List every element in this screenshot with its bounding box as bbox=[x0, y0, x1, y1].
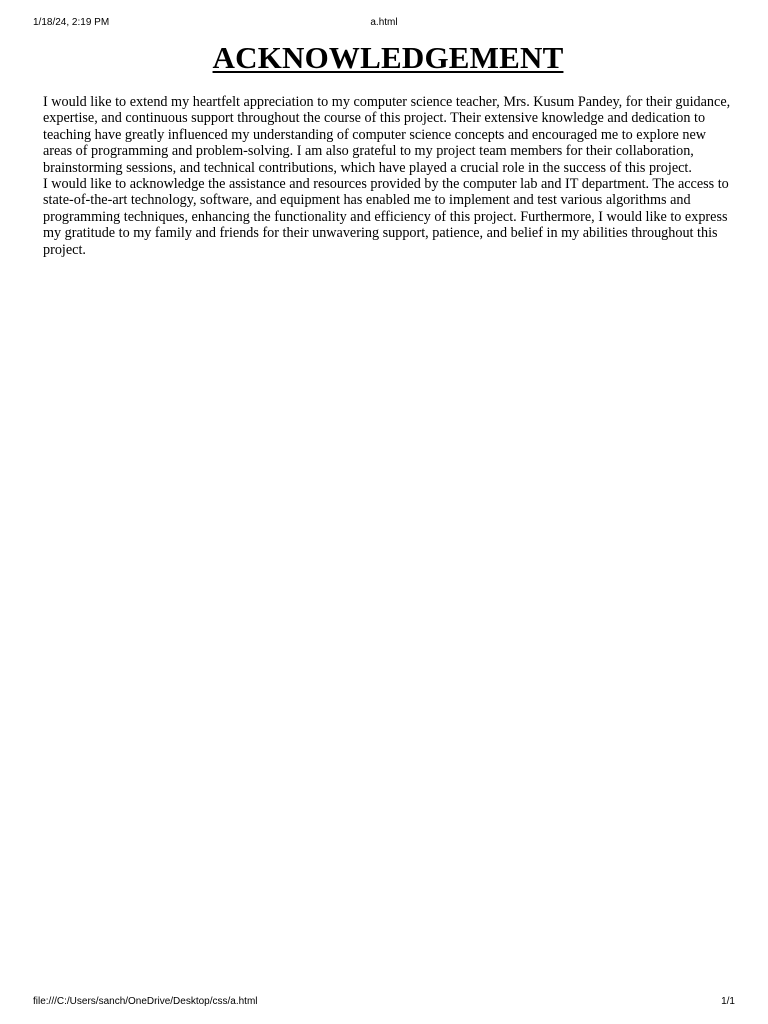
paragraph: I would like to acknowledge the assistance and resources provided by the computer lab and IT department. The access to state-of-the-art technology, software, and equipment has enabled me to implement and test various algorithms and programming techniques, enhancing the functionality and efficiency of this project. Furthermore, I would like to express my gratitude to my family and friends for their unwavering support, patience, and belief in my abilities throughout this project. bbox=[43, 176, 729, 258]
document-heading: ACKNOWLEDGEMENT bbox=[212, 40, 564, 75]
print-url: file:///C:/Users/sanch/OneDrive/Desktop/css/a.html bbox=[33, 996, 258, 1007]
print-date: 1/18/24, 2:19 PM bbox=[33, 17, 110, 28]
print-footer bbox=[0, 996, 768, 1010]
document-body bbox=[43, 40, 733, 258]
print-page-title: a.html bbox=[370, 17, 398, 28]
print-header bbox=[0, 17, 768, 31]
print-page-number: 1/1 bbox=[721, 996, 735, 1007]
paragraph: I would like to extend my heartfelt appreciation to my computer science teacher, Mrs. Kusum Pandey, for their guidance, expertise, and continuous support throughout the course of this project. Their extensive knowledge and dedication to teaching have greatly influenced my understanding of computer science concepts and encouraged me to explore new areas of programming and problem-solving. I am also grateful to my project team members for their collaboration, brainstorming sessions, and technical contributions, which have played a crucial role in the success of this project. bbox=[43, 94, 731, 176]
